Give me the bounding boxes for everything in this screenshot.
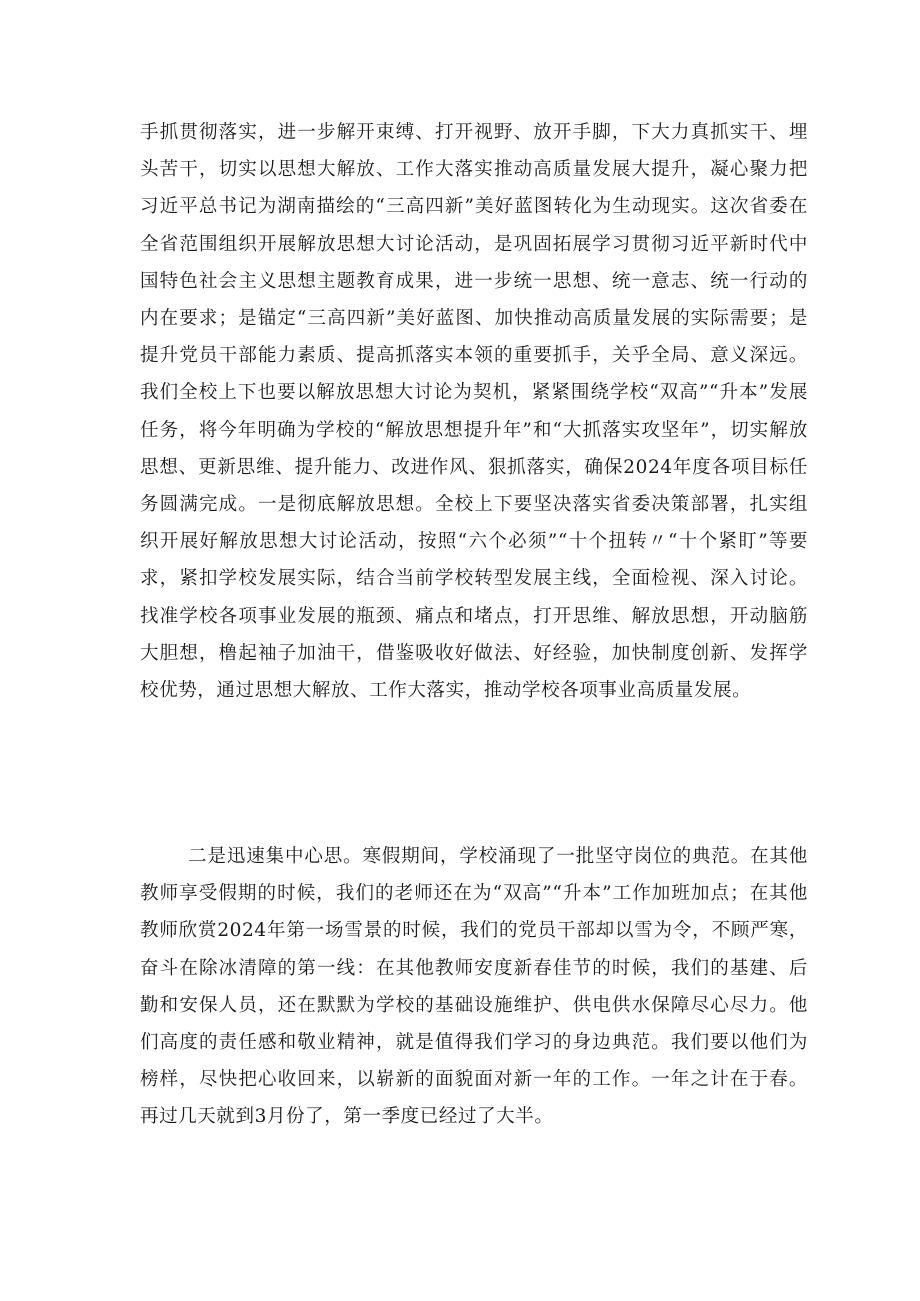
body-paragraph-2: 二是迅速集中心思。寒假期间，学校涌现了一批坚守岗位的典范。在其他教师享受假期的时候，我们的老师还在为“双高”“升本”工作加班加点；在其他教师欣赏2024年第一场雪景的时候，我们的党员干部却以雪为令，不顾严寒，奋斗在除冰清障的第一线：在其他教师安度新春佳节的时候，我们的基建、后勤和安保人员，还在默默为学校的基础设施维护、供电供水保障尽心尽力。他们高度的责任感和敬业精神，就是值得我们学习的身边典范。我们要以他们为榜样，尽快把心收回来，以崭新的面貌面对新一年的工作。一年之计在于春。再过几天就到3月份了，第一季度已经过了大半。 [140,846,808,1128]
body-paragraph-1: 手抓贯彻落实，进一步解开束缚、打开视野、放开手脚，下大力真抓实干、埋头苦干，切实以思想大解放、工作大落实推动高质量发展大提升，凝心聚力把习近平总书记为湖南描绘的“三高四新”美好蓝图转化为生动现实。这次省委在全省范围组织开展解放思想大讨论活动，是巩固拓展学习贯彻习近平新时代中国特色社会主义思想主题教育成果，进一步统一思想、统一意志、统一行动的内在要求；是锚定“三高四新”美好蓝图、加快推动高质量发展的实际需要；是提升党员干部能力素质、提高抓落实本领的重要抓手，关乎全局、意义深远。我们全校上下也要以解放思想大讨论为契机，紧紧围绕学校“双高”“升本”发展任务，将今年明确为学校的“解放思想提升年”和“大抓落实攻坚年”，切实解放思想、更新思维、提升能力、改进作风、狠抓落实，确保2024年度各项目标任务圆满完成。一是彻底解放思想。全校上下要坚决落实省委决策部署，扎实组织开展好解放思想大讨论活动，按照“六个必须”“十个扭转〃“十个紧盯”等要求，紧扣学校发展实际，结合当前学校转型发展主线，全面检视、深入讨论。找准学校各项事业发展的瓶颈、痛点和堵点，打开思维、解放思想，开动脑筋大胆想，橹起袖子加油干，借鉴吸收好做法、好经验，加快制度创新、发挥学校优势，通过思想大解放、工作大落实，推动学校各项事业高质量发展。 [140,122,808,702]
